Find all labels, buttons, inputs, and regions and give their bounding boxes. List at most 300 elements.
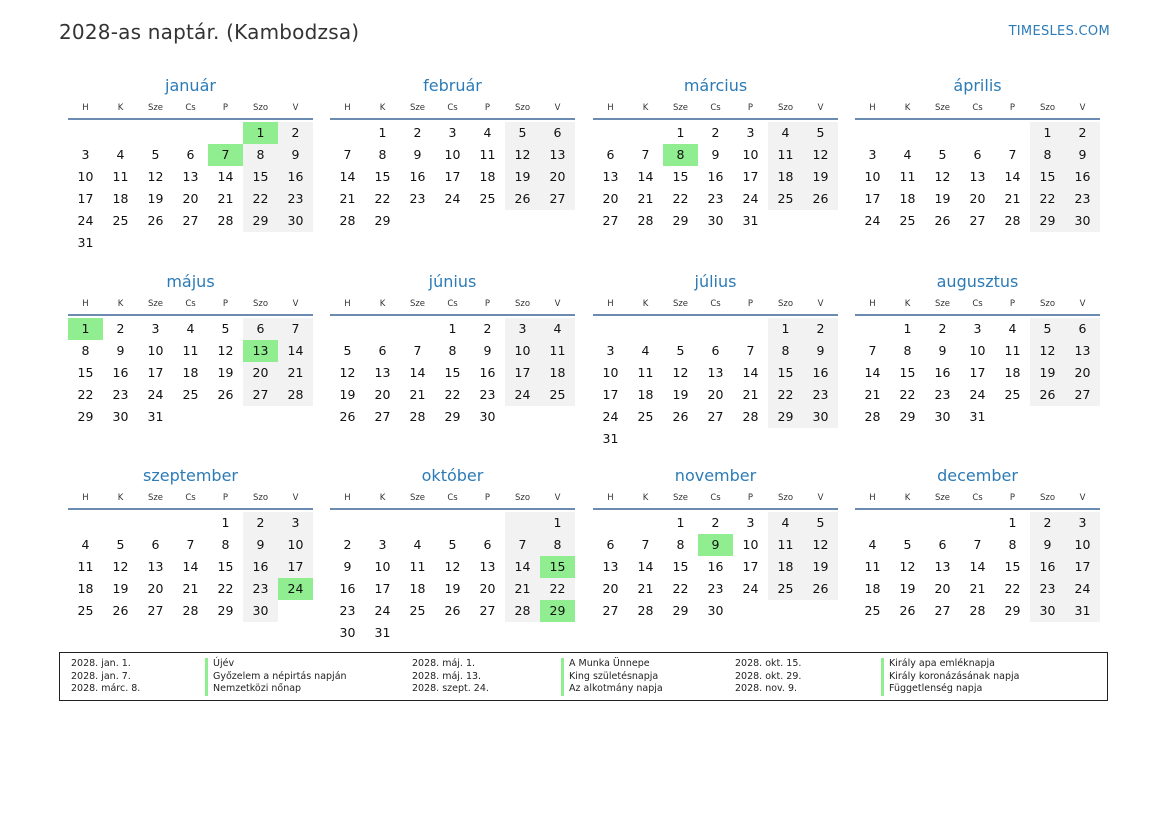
weekday-label: P — [484, 299, 491, 309]
day-cell: 22 — [768, 384, 803, 406]
day-cell: 6 — [243, 318, 278, 340]
day-cell: 3 — [973, 321, 982, 336]
day-cell: 18 — [768, 166, 803, 188]
day-cell: 8 — [676, 537, 685, 552]
day-cell: 17 — [742, 559, 759, 574]
day-cell: 27 — [707, 409, 724, 424]
empty-day — [540, 622, 575, 644]
weekday-label: Sze — [934, 103, 951, 113]
day-cell: 14 — [1004, 169, 1021, 184]
day-cell: 6 — [1065, 318, 1100, 340]
day-cell: 15 — [1004, 559, 1021, 574]
day-cell: 6 — [378, 343, 387, 358]
day-cell: 19 — [803, 166, 838, 188]
weekday-label: K — [117, 103, 124, 113]
empty-day — [470, 512, 505, 534]
legend-holiday-name: Függetlenség napja — [881, 683, 1019, 696]
month-block — [593, 270, 838, 450]
empty-day — [470, 622, 505, 644]
day-cell: 19 — [505, 166, 540, 188]
holiday-legend — [59, 652, 1108, 701]
day-cell: 22 — [672, 191, 689, 206]
day-cell: 22 — [77, 387, 94, 402]
day-cell: 26 — [112, 603, 129, 618]
week-row — [593, 340, 838, 362]
day-cell: 18 — [768, 556, 803, 578]
day-cell: 10 — [374, 559, 391, 574]
month-name: január — [165, 76, 216, 95]
weekday-label: K — [642, 493, 649, 503]
week-row — [855, 600, 1100, 622]
day-cell: 15 — [1030, 166, 1065, 188]
day-cell: 24 — [374, 603, 391, 618]
day-cell: 30 — [803, 406, 838, 428]
day-cell: 27 — [602, 213, 619, 228]
empty-day — [243, 232, 278, 254]
day-cell: 19 — [899, 581, 916, 596]
day-cell: 15 — [768, 362, 803, 384]
week-row — [330, 210, 575, 232]
day-cell: 28 — [969, 603, 986, 618]
empty-day — [628, 512, 663, 534]
empty-day — [628, 428, 663, 450]
day-cell: 4 — [186, 321, 195, 336]
day-cell: 12 — [217, 343, 234, 358]
day-cell: 21 — [864, 387, 881, 402]
day-cell: 21 — [182, 581, 199, 596]
weekday-label: V — [554, 493, 561, 503]
day-cell: 11 — [637, 365, 654, 380]
day-cell: 16 — [339, 581, 356, 596]
legend-date: 2028. szept. 24. — [412, 683, 489, 695]
empty-day — [243, 406, 278, 428]
day-cell: 5 — [1030, 318, 1065, 340]
empty-day — [400, 210, 435, 232]
empty-day — [400, 318, 435, 340]
day-cell: 28 — [637, 603, 654, 618]
day-cell: 9 — [803, 340, 838, 362]
day-cell: 13 — [969, 169, 986, 184]
day-cell: 27 — [602, 603, 619, 618]
weekday-label: Cs — [710, 493, 721, 503]
day-cell: 5 — [116, 537, 125, 552]
weekday-label: Szo — [514, 103, 531, 113]
weekday-label: V — [1079, 299, 1086, 309]
day-cell: 7 — [641, 537, 650, 552]
day-cell: 19 — [112, 581, 129, 596]
weekday-label: V — [292, 493, 299, 503]
day-cell: 12 — [147, 169, 164, 184]
day-cell: 13 — [1065, 340, 1100, 362]
day-cell: 7 — [1008, 147, 1017, 162]
empty-day — [768, 428, 803, 450]
day-cell: 26 — [339, 409, 356, 424]
day-cell: 10 — [969, 343, 986, 358]
day-cell: 5 — [343, 343, 352, 358]
day-cell: 21 — [409, 387, 426, 402]
day-cell: 17 — [864, 191, 881, 206]
week-row — [855, 512, 1100, 534]
week-row — [68, 340, 313, 362]
day-cell: 11 — [182, 343, 199, 358]
day-cell: 24 — [505, 384, 540, 406]
empty-day — [330, 512, 365, 534]
empty-day — [330, 122, 365, 144]
day-cell: 17 — [505, 362, 540, 384]
day-cell: 2 — [278, 122, 313, 144]
day-cell: 15 — [77, 365, 94, 380]
day-cell: 25 — [637, 409, 654, 424]
legend-names-col-2 — [561, 658, 663, 696]
month-name: február — [423, 76, 482, 95]
week-row — [855, 578, 1100, 600]
day-cell: 19 — [803, 556, 838, 578]
week-row — [68, 210, 313, 232]
day-cell: 25 — [540, 384, 575, 406]
weekday-label: V — [554, 103, 561, 113]
day-cell: 24 — [444, 191, 461, 206]
day-cell: 28 — [637, 213, 654, 228]
day-cell: 27 — [374, 409, 391, 424]
legend-names-col-1 — [205, 658, 347, 696]
week-row — [68, 406, 313, 428]
weekday-header — [855, 294, 1100, 316]
day-cell: 3 — [278, 512, 313, 534]
day-cell: 2 — [803, 318, 838, 340]
day-cell: 15 — [217, 559, 234, 574]
empty-day — [593, 512, 628, 534]
day-cell: 14 — [637, 169, 654, 184]
day-cell: 17 — [742, 169, 759, 184]
day-cell: 7 — [278, 318, 313, 340]
day-cell: 26 — [444, 603, 461, 618]
empty-day — [278, 600, 313, 622]
day-cell: 5 — [448, 537, 457, 552]
month-name: november — [674, 466, 757, 485]
weekday-label: P — [222, 103, 229, 113]
day-cell: 31 — [969, 409, 986, 424]
week-row — [593, 384, 838, 406]
weekday-label: Szo — [252, 103, 269, 113]
day-cell: 27 — [479, 603, 496, 618]
weekday-label: K — [117, 299, 124, 309]
month-block — [593, 464, 838, 622]
day-cell: 12 — [803, 534, 838, 556]
day-cell: 20 — [969, 191, 986, 206]
weekday-header — [593, 488, 838, 510]
day-cell: 29 — [899, 409, 916, 424]
empty-day — [330, 318, 365, 340]
day-cell: 25 — [768, 578, 803, 600]
week-row — [68, 232, 313, 254]
weekday-label: V — [1079, 493, 1086, 503]
weekday-header — [68, 98, 313, 120]
day-cell: 20 — [540, 166, 575, 188]
day-cell: 3 — [448, 125, 457, 140]
day-cell: 5 — [803, 512, 838, 534]
day-cell: 25 — [768, 188, 803, 210]
site-link[interactable]: TIMESLES.COM — [1008, 24, 1110, 39]
legend-dates-col-3 — [735, 658, 801, 696]
day-cell: 13 — [479, 559, 496, 574]
week-row — [330, 622, 575, 644]
week-row — [593, 534, 838, 556]
day-cell: 9 — [243, 534, 278, 556]
day-cell: 5 — [938, 147, 947, 162]
day-cell: 2 — [343, 537, 352, 552]
day-cell: 14 — [182, 559, 199, 574]
day-cell: 4 — [540, 318, 575, 340]
day-cell: 25 — [1004, 387, 1021, 402]
day-cell: 13 — [243, 340, 278, 362]
week-row — [855, 144, 1100, 166]
weekday-label: Cs — [447, 299, 458, 309]
empty-day — [995, 406, 1030, 428]
weekday-label: Sze — [672, 493, 689, 503]
empty-day — [995, 122, 1030, 144]
legend-holiday-name: Nemzetközi nőnap — [205, 683, 347, 696]
day-cell: 7 — [186, 537, 195, 552]
day-cell: 23 — [243, 578, 278, 600]
day-cell: 21 — [742, 387, 759, 402]
day-cell: 8 — [768, 340, 803, 362]
day-cell: 2 — [243, 512, 278, 534]
weekday-label: Szo — [1039, 493, 1056, 503]
empty-day — [103, 122, 138, 144]
day-cell: 5 — [221, 321, 230, 336]
day-cell: 29 — [1030, 210, 1065, 232]
week-row — [593, 600, 838, 622]
day-cell: 25 — [112, 213, 129, 228]
day-cell: 5 — [505, 122, 540, 144]
weekday-label: Sze — [409, 103, 426, 113]
week-row — [593, 578, 838, 600]
day-cell: 18 — [540, 362, 575, 384]
day-cell: 16 — [707, 559, 724, 574]
legend-date: 2028. márc. 8. — [71, 683, 141, 695]
weekday-header — [855, 488, 1100, 510]
weekday-label: H — [82, 493, 89, 503]
day-cell: 15 — [444, 365, 461, 380]
day-cell: 24 — [1065, 578, 1100, 600]
week-row — [330, 166, 575, 188]
day-cell: 16 — [278, 166, 313, 188]
day-cell: 18 — [899, 191, 916, 206]
weekday-label: P — [747, 299, 754, 309]
legend-holiday-name: Király apa emléknapja — [881, 658, 1019, 671]
day-cell: 8 — [81, 343, 90, 358]
weekday-label: V — [817, 103, 824, 113]
weekday-label: Cs — [972, 103, 983, 113]
weekday-label: K — [379, 493, 386, 503]
day-cell: 13 — [147, 559, 164, 574]
day-cell: 16 — [409, 169, 426, 184]
week-row — [330, 406, 575, 428]
day-cell: 21 — [637, 191, 654, 206]
week-row — [593, 166, 838, 188]
empty-day — [365, 318, 400, 340]
week-row — [855, 362, 1100, 384]
day-cell: 22 — [672, 581, 689, 596]
empty-day — [540, 406, 575, 428]
empty-day — [400, 512, 435, 534]
day-cell: 3 — [868, 147, 877, 162]
day-cell: 9 — [698, 534, 733, 556]
day-cell: 28 — [278, 384, 313, 406]
empty-day — [365, 512, 400, 534]
day-cell: 1 — [221, 515, 230, 530]
weekday-label: H — [869, 493, 876, 503]
day-cell: 7 — [746, 343, 755, 358]
day-cell: 9 — [343, 559, 352, 574]
weekday-label: Szo — [252, 493, 269, 503]
day-cell: 23 — [112, 387, 129, 402]
weekday-label: P — [484, 493, 491, 503]
weekday-label: P — [1009, 299, 1016, 309]
day-cell: 24 — [278, 578, 313, 600]
week-row — [593, 144, 838, 166]
day-cell: 20 — [479, 581, 496, 596]
day-cell: 16 — [1065, 166, 1100, 188]
day-cell: 14 — [969, 559, 986, 574]
day-cell: 20 — [243, 362, 278, 384]
empty-day — [435, 210, 470, 232]
weekday-header — [68, 488, 313, 510]
day-cell: 3 — [606, 343, 615, 358]
day-cell: 8 — [243, 144, 278, 166]
weekday-label: V — [292, 299, 299, 309]
weekday-label: Sze — [672, 299, 689, 309]
day-cell: 22 — [243, 188, 278, 210]
legend-holiday-name: Király koronázásának napja — [881, 671, 1019, 684]
day-cell: 4 — [903, 147, 912, 162]
week-row — [330, 362, 575, 384]
month-block — [68, 464, 313, 622]
weekday-header — [330, 98, 575, 120]
day-cell: 15 — [672, 559, 689, 574]
day-cell: 10 — [742, 147, 759, 162]
empty-day — [540, 210, 575, 232]
legend-date: 2028. okt. 29. — [735, 670, 802, 682]
week-row — [855, 534, 1100, 556]
day-cell: 4 — [768, 512, 803, 534]
day-cell: 17 — [374, 581, 391, 596]
day-cell: 14 — [409, 365, 426, 380]
day-cell: 31 — [742, 213, 759, 228]
day-cell: 26 — [1030, 384, 1065, 406]
day-cell: 23 — [934, 387, 951, 402]
week-row — [593, 428, 838, 450]
empty-day — [173, 232, 208, 254]
day-cell: 19 — [444, 581, 461, 596]
day-cell: 7 — [641, 147, 650, 162]
week-row — [593, 122, 838, 144]
day-cell: 8 — [448, 343, 457, 358]
month-block — [68, 270, 313, 428]
empty-day — [593, 318, 628, 340]
weekday-label: Cs — [972, 493, 983, 503]
weekday-label: Cs — [185, 493, 196, 503]
month-block — [855, 464, 1100, 622]
day-cell: 29 — [374, 213, 391, 228]
weekday-label: Sze — [147, 299, 164, 309]
day-cell: 2 — [1065, 122, 1100, 144]
legend-holiday-name: King születésnapja — [561, 671, 663, 684]
day-cell: 17 — [278, 556, 313, 578]
weekday-label: K — [642, 299, 649, 309]
day-cell: 4 — [641, 343, 650, 358]
day-cell: 14 — [637, 559, 654, 574]
weekday-label: Szo — [777, 103, 794, 113]
weekday-label: Cs — [185, 103, 196, 113]
weekday-label: V — [817, 493, 824, 503]
day-cell: 11 — [768, 144, 803, 166]
day-cell: 21 — [505, 578, 540, 600]
week-row — [330, 122, 575, 144]
day-cell: 12 — [444, 559, 461, 574]
day-cell: 24 — [77, 213, 94, 228]
legend-date: 2028. jan. 7. — [71, 670, 131, 682]
day-cell: 7 — [868, 343, 877, 358]
day-cell: 26 — [147, 213, 164, 228]
day-cell: 27 — [934, 603, 951, 618]
weekday-label: P — [222, 493, 229, 503]
weekday-label: K — [379, 103, 386, 113]
empty-day — [803, 210, 838, 232]
day-cell: 11 — [479, 147, 496, 162]
weekday-label: Cs — [185, 299, 196, 309]
day-cell: 2 — [413, 125, 422, 140]
day-cell: 17 — [147, 365, 164, 380]
day-cell: 18 — [637, 387, 654, 402]
day-cell: 10 — [505, 340, 540, 362]
day-cell: 1 — [768, 318, 803, 340]
weekday-label: K — [904, 299, 911, 309]
day-cell: 26 — [934, 213, 951, 228]
day-cell: 21 — [278, 362, 313, 384]
week-row — [593, 406, 838, 428]
weekday-label: Cs — [972, 299, 983, 309]
day-cell: 7 — [208, 144, 243, 166]
day-cell: 9 — [483, 343, 492, 358]
day-cell: 25 — [479, 191, 496, 206]
empty-day — [803, 428, 838, 450]
weekday-label: P — [222, 299, 229, 309]
empty-day — [208, 406, 243, 428]
month-block — [330, 74, 575, 232]
weekday-label: Cs — [447, 493, 458, 503]
day-cell: 7 — [973, 537, 982, 552]
day-cell: 10 — [278, 534, 313, 556]
day-cell: 6 — [186, 147, 195, 162]
day-cell: 24 — [742, 581, 759, 596]
weekday-label: Szo — [252, 299, 269, 309]
day-cell: 24 — [147, 387, 164, 402]
day-cell: 27 — [147, 603, 164, 618]
weekday-label: P — [747, 493, 754, 503]
day-cell: 11 — [1004, 343, 1021, 358]
weekday-label: H — [607, 299, 614, 309]
week-row — [330, 512, 575, 534]
day-cell: 5 — [676, 343, 685, 358]
day-cell: 21 — [217, 191, 234, 206]
day-cell: 28 — [1004, 213, 1021, 228]
day-cell: 11 — [77, 559, 94, 574]
day-cell: 15 — [374, 169, 391, 184]
day-cell: 27 — [1065, 384, 1100, 406]
day-cell: 30 — [339, 625, 356, 640]
day-cell: 4 — [1008, 321, 1017, 336]
